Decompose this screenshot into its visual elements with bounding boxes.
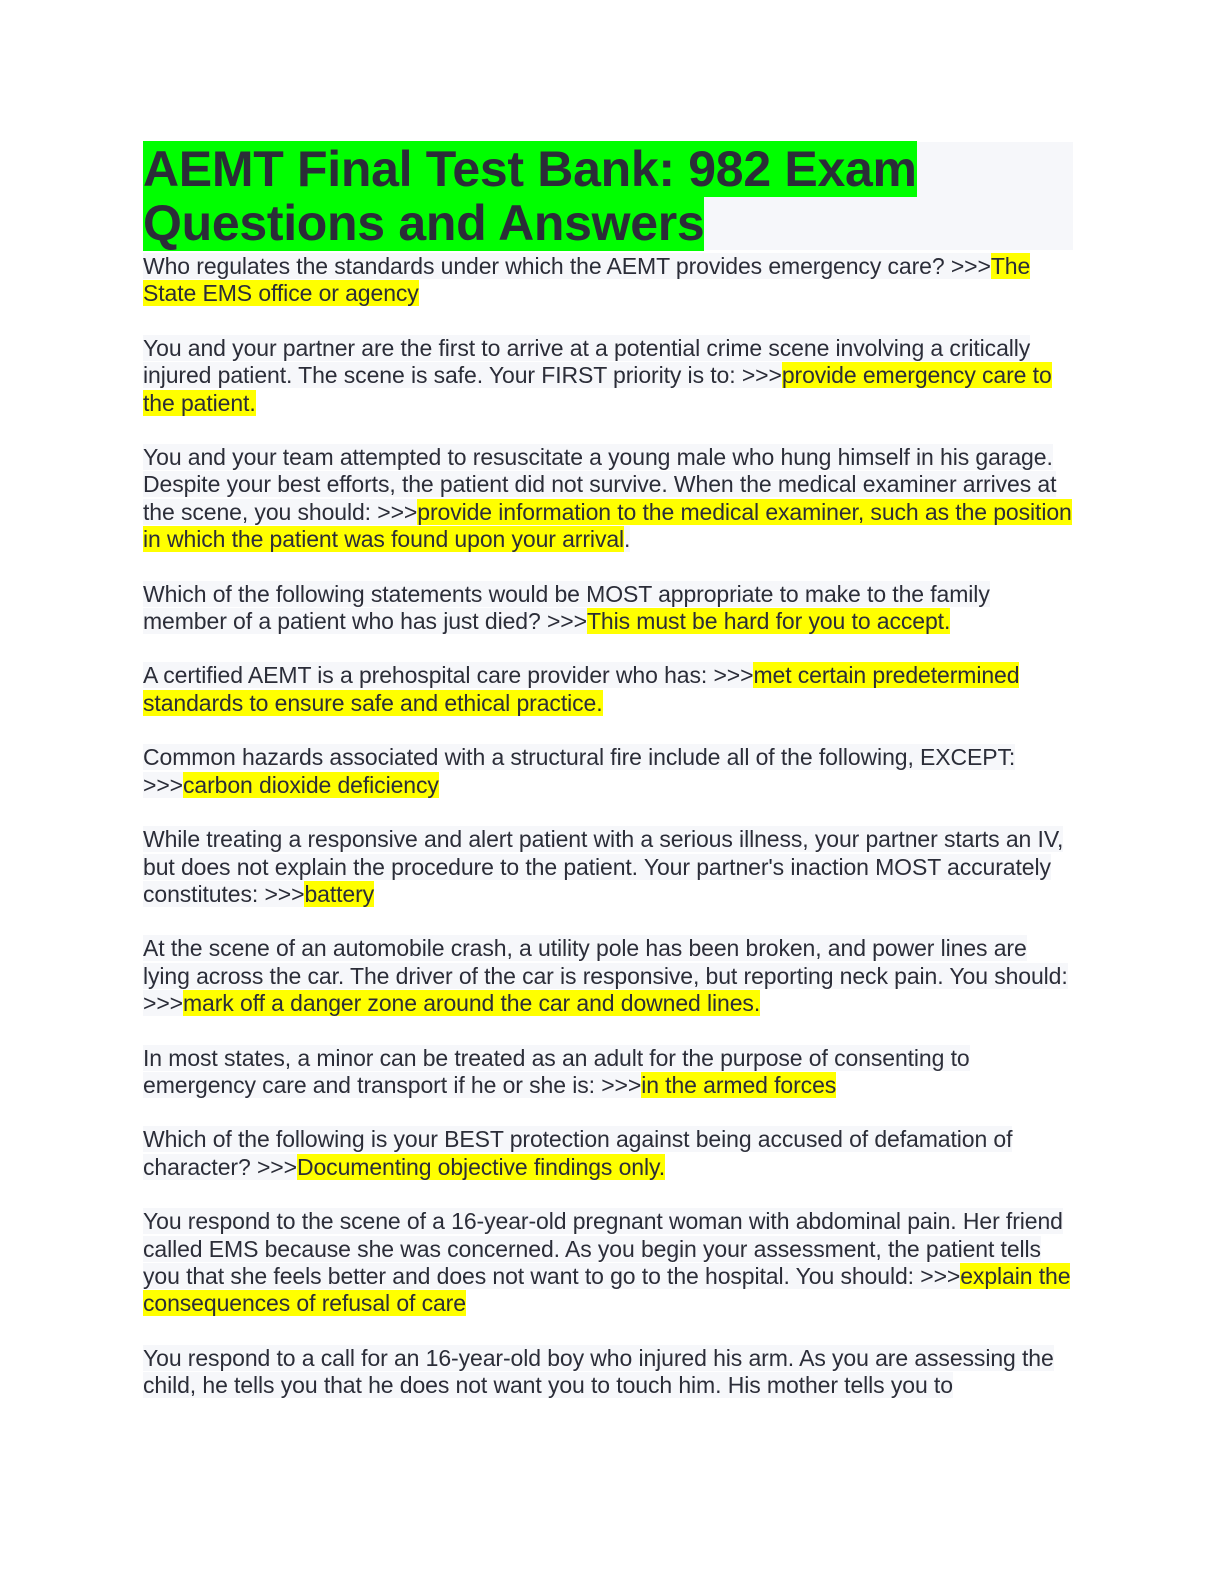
document-body bbox=[143, 142, 1073, 1427]
answer-separator: >>> bbox=[546, 608, 587, 635]
document-title bbox=[143, 142, 1073, 250]
answer-text: This must be hard for you to accept. bbox=[586, 608, 951, 635]
answer-separator: >>> bbox=[741, 362, 782, 389]
qa-item bbox=[143, 1045, 1073, 1100]
question-text: Common hazards associated with a structural fire include all of the following, EXCEPT: bbox=[143, 744, 1016, 771]
qa-item bbox=[143, 935, 1073, 1017]
answer-trailing-punctuation: . bbox=[624, 526, 631, 553]
qa-item bbox=[143, 744, 1073, 799]
answer-text: battery bbox=[304, 880, 375, 907]
title-block bbox=[143, 142, 1073, 250]
qa-item bbox=[143, 335, 1073, 417]
qa-list bbox=[143, 253, 1073, 1400]
question-text: Which of the following is your BEST protection against being accused of defamation of character? bbox=[143, 1126, 1013, 1180]
answer-text: in the armed forces bbox=[641, 1071, 837, 1098]
question-text: At the scene of an automobile crash, a utility pole has been broken, and power lines are lying across the car. The driver of the car is responsive, but reporting neck pain. You should: bbox=[143, 935, 1068, 989]
question-text: In most states, a minor can be treated as an adult for the purpose of consenting to emergency care and transport if he or she is: bbox=[143, 1044, 970, 1098]
answer-separator: >>> bbox=[377, 498, 418, 525]
question-text: Which of the following statements would be MOST appropriate to make to the family member of a patient who has just died? bbox=[143, 580, 990, 635]
answer-separator: >>> bbox=[713, 662, 754, 689]
question-text: While treating a responsive and alert patient with a serious illness, your partner starts an IV, but does not explain the procedure to the patient. Your partner's inaction MOST accurately constitutes: bbox=[143, 826, 1064, 907]
answer-text: provide emergency care to the patient. bbox=[143, 362, 1052, 416]
question-text: You and your team attempted to resuscitate a young male who hung himself in his garage. Despite your best efforts, the patient did not survive. When the medical examiner arrives at the scene, you should: bbox=[143, 444, 1057, 525]
qa-item bbox=[143, 253, 1073, 308]
qa-item bbox=[143, 826, 1073, 908]
qa-item bbox=[143, 1126, 1073, 1181]
answer-separator: >>> bbox=[920, 1262, 961, 1289]
answer-text: Documenting objective findings only. bbox=[296, 1153, 665, 1180]
answer-separator: >>> bbox=[143, 771, 183, 798]
answer-text: The State EMS office or agency bbox=[143, 253, 1031, 307]
qa-item bbox=[143, 444, 1073, 554]
answer-text: provide information to the medical examiner, such as the position in which the patient was found upon your arrival bbox=[143, 498, 1072, 553]
title-text: AEMT Final Test Bank: 982 Exam Questions and Answers bbox=[143, 141, 917, 251]
answer-separator: >>> bbox=[601, 1071, 642, 1098]
qa-item bbox=[143, 662, 1073, 717]
qa-item bbox=[143, 1208, 1073, 1318]
answer-separator: >>> bbox=[950, 253, 991, 279]
qa-item bbox=[143, 1345, 1073, 1400]
answer-text: explain the consequences of refusal of care bbox=[143, 1262, 1071, 1317]
answer-separator: >>> bbox=[143, 990, 183, 1017]
question-text: You respond to a call for an 16-year-old boy who injured his arm. As you are assessing the child, he tells you that he does not want you to touch him. His mother tells you to bbox=[143, 1344, 1054, 1399]
question-text: You respond to the scene of a 16-year-old pregnant woman with abdominal pain. Her friend called EMS because she was concerned. As you begin your assessment, the patient tells you that she feels better and does not want to go to the hospital. You should: bbox=[143, 1208, 1063, 1289]
answer-separator: >>> bbox=[256, 1153, 297, 1180]
answer-separator: >>> bbox=[264, 880, 305, 907]
qa-item bbox=[143, 581, 1073, 636]
answer-text: met certain predetermined standards to ensure safe and ethical practice. bbox=[143, 662, 1020, 716]
answer-text: mark off a danger zone around the car and downed lines. bbox=[183, 990, 761, 1017]
question-text: A certified AEMT is a prehospital care provider who has: bbox=[143, 662, 714, 689]
answer-text: carbon dioxide deficiency bbox=[183, 771, 439, 798]
question-text: Who regulates the standards under which the AEMT provides emergency care? bbox=[143, 253, 951, 279]
question-text: You and your partner are the first to arrive at a potential crime scene involving a critically injured patient. The scene is safe. Your FIRST priority is to: bbox=[143, 334, 1031, 389]
